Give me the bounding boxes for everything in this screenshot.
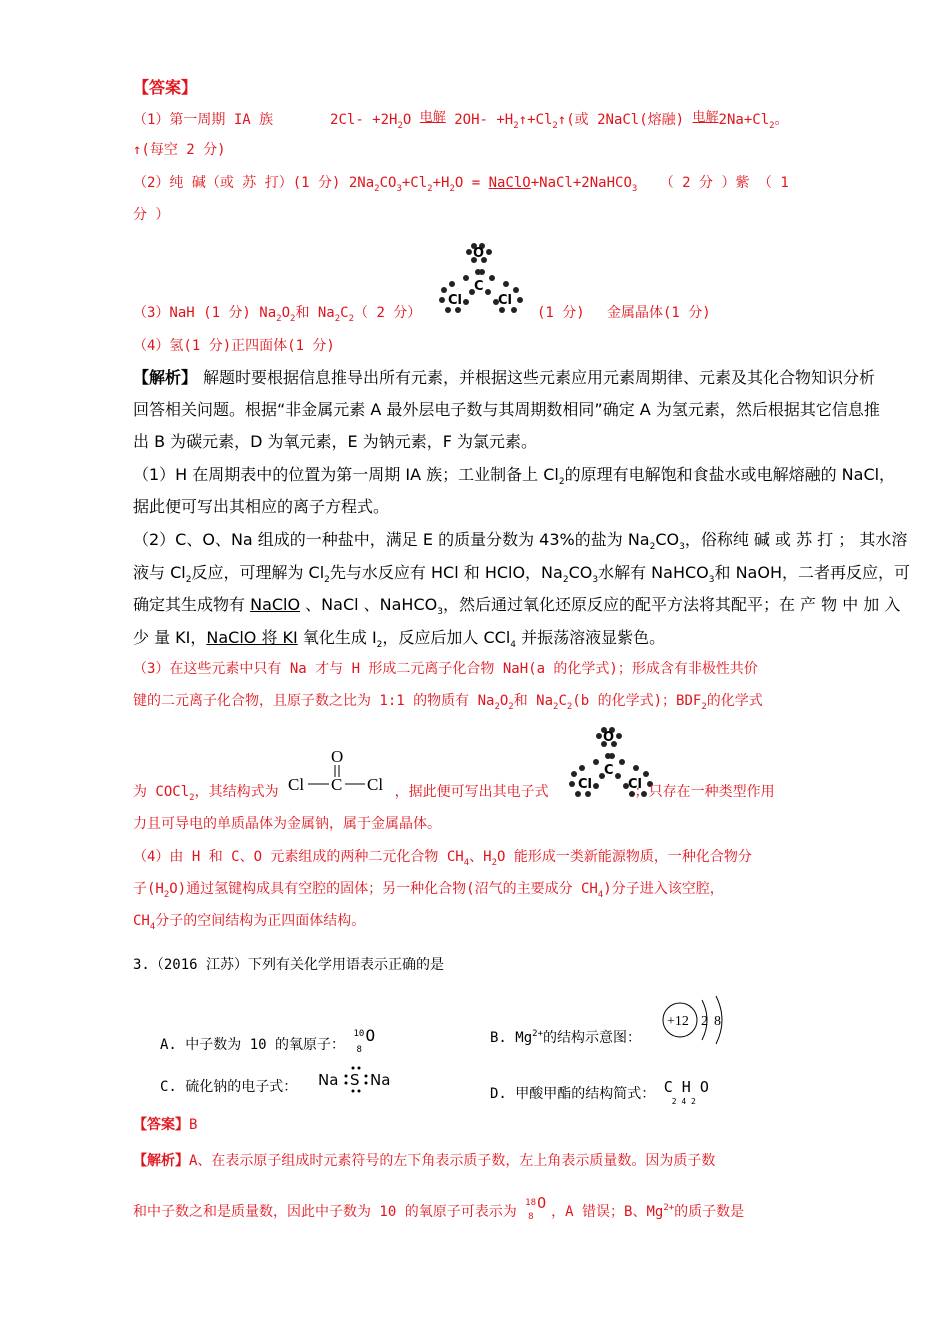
eq-1g: 。 [774, 112, 789, 128]
option-b [490, 1027, 641, 1049]
struct-cl-right: Cl [367, 775, 384, 794]
analysis-p4-l1: （3）在这些元素中只有 Na 才与 H 形成二元离子化合物 NaH(a 的化学式)；形成含有非极性共价 [133, 661, 758, 677]
analysis-p2-l1: （1）H 在周期表中的位置为第一周期 IA 族；工业制备上 $Cl_2$的原理有电解饱和食盐水或电解熔融的 NaCl， [133, 465, 896, 487]
electrolysis-label: 电解 [419, 110, 446, 125]
formula-letters: C H O [663, 1078, 709, 1096]
isotope-symbol: O [365, 1026, 376, 1045]
analysis-p5-l1: （4）由 H 和 C、O 元素组成的两种二元化合物 $CH_4$、$H_2O$ 能形成一类新能源物质，一种化合物分 [133, 849, 752, 868]
p5-g: CH [133, 913, 150, 929]
p4-g: 为 COCl [133, 784, 190, 800]
eq-1d: ↑+Cl [518, 112, 553, 128]
ans-3a: （3）NaH (1 分) Na [133, 305, 277, 321]
p3-i: 和 NaOH，二者再反应，可 [714, 563, 910, 582]
analysis-p3-l4: 少 量 KI，NaClO 将 KI 氧化生成 $I_2$，反应后加人 CCl$_4$ 并振荡溶液显紫色。 [133, 628, 666, 650]
eq-2g: +NaCl+2NaHCO [530, 175, 632, 191]
p3-g: CO [568, 563, 593, 582]
p4-f: 的化学式 [706, 693, 763, 709]
option-d-label: D. 甲酸甲酯的结构简式： [490, 1086, 656, 1102]
option-a-isotope [353, 1026, 387, 1055]
mg-charge-2: 2+ [663, 1203, 675, 1213]
eq-2h: （ 2 分 ）紫 （ 1 [659, 175, 789, 191]
answer-3-value: B [189, 1117, 198, 1133]
isotope-18o [525, 1194, 551, 1222]
p4-b: O [499, 693, 509, 709]
eq-1a: 2Cl- +2H [330, 112, 398, 128]
analysis-p4-l2: 键的二元离子化合物，且原子数之比为 1:1 的物质有 $Na_2O_2$和 $Na_2C_2(b$ 的化学式)；$BDF_2$的化学式 [133, 693, 763, 712]
ans-3c: 和 Na [295, 305, 335, 321]
p3-b: CO [655, 530, 680, 549]
analysis-p3-l3: 确定其生成物有 NaClO 、NaCl 、NaHCO$_3$，然后通过氧化还原反应的配平方法将其配平；在 产 物 中 加 入 [133, 595, 901, 617]
analysis-p4-l3: 为 COCl$_2$，其结构式为 ，据此便可写出其电子式 ；只存在一种类型作用 [133, 784, 775, 803]
analysis-p1-l3: 出 B 为碳元素，D 为氧元素，E 为钠元素，F 为氯元素。 [133, 432, 538, 451]
option-c-label: C. 硫化钠的电子式： [160, 1079, 298, 1095]
p4-h: ，其结构式为 [194, 784, 279, 800]
analysis-p3-l1: （2）C、O、Na 组成的一种盐中，满足 E 的质量分数为 43%的盐为 $Na_2CO_3$，俗称纯 碱 或 苏 打 ； 其水溶 [133, 530, 908, 552]
struct-c: C [331, 775, 343, 794]
electron-cl-right: Cl [498, 293, 512, 308]
answer-heading: 【答案】 [133, 78, 198, 97]
analysis-3-l1 [133, 1150, 715, 1172]
electron2-cl-right: Cl [628, 777, 642, 792]
methyl-formate-formula [663, 1076, 710, 1106]
mg-shell-1: 2 [701, 1014, 708, 1029]
electron-o: O [473, 246, 485, 261]
formula-subscripts: 2 4 2 [671, 1097, 696, 1106]
analysis-3-text-2: 和中子数之和是质量数，因此中子数为 10 的氧原子可表示为 [133, 1204, 517, 1220]
electron-cl-left: Cl [448, 293, 462, 308]
option-c [160, 1076, 297, 1098]
question-3-stem: 3.（2016 江苏）下列有关化学用语表示正确的是 [133, 957, 444, 973]
analysis-3-heading: 【解析】 [133, 1153, 189, 1169]
na2s-na-right: Na [370, 1071, 391, 1089]
isotope-mass: 10 [353, 1029, 365, 1039]
electron2-cl-left: Cl [578, 777, 592, 792]
analysis-p5-l2: 子$(H_2O)$通过氢键构成具有空腔的固体；另一种化合物(沼气的主要成分 $CH_4$)分子进入该空腔， [133, 881, 724, 900]
analysis-p2-l2: 据此便可写出其相应的离子方程式。 [133, 497, 390, 516]
answer-3-heading: 【答案】 [133, 1117, 189, 1133]
analysis-3-text-3: ，A 错误；B、Mg [551, 1204, 664, 1220]
p5-c: O 能形成一类新能源物质，一种化合物分 [497, 849, 752, 865]
option-b-label: B. Mg [490, 1030, 533, 1046]
analysis-p1-l1 [133, 367, 875, 389]
p4-c: 和 Na [513, 693, 554, 709]
eq-2b: CO [379, 175, 397, 191]
p3-q: ，反应后加人 CCl [382, 628, 511, 647]
electrolysis-label-2: 电解 [692, 110, 719, 125]
p4-j: ；只存在一种类型作用 [634, 784, 775, 800]
analysis-3-text-4: 的质子数是 [674, 1204, 745, 1220]
eq-2d: +H [432, 175, 450, 191]
ans-3b: O [281, 305, 291, 321]
answer-1-text: （1）第一周期 IA 族 [133, 112, 274, 128]
analysis-heading: 【解析】 [133, 368, 198, 387]
answer-line-4: 分 ） [133, 207, 170, 223]
cocl2-electron-formula-image [436, 238, 526, 320]
p2-b: 的原理有电解饱和食盐水或电解熔融的 NaCl， [564, 465, 896, 484]
ans-3d: C [340, 305, 349, 321]
p5-b: 、H [469, 849, 492, 865]
na2s-s: S [350, 1071, 360, 1089]
eq-2f: NaClO [488, 175, 531, 191]
isotope-18-symbol: O [537, 1194, 547, 1212]
p3-k: NaClO [250, 595, 301, 614]
answer-line-5-crystal: 金属晶体(1 分) [607, 305, 711, 321]
p5-e: O)通过氢键构成具有空腔的固体；另一种化合物(沼气的主要成分 CH [169, 881, 598, 897]
isotope-atomic: 8 [356, 1045, 362, 1055]
answer-line-5: （3）NaH (1 分) $Na_2O_2$和 $Na_2C_2$（ 2 分） [133, 305, 422, 324]
p3-o: NaClO 将 KI [206, 628, 298, 647]
struct-cl-left: Cl [288, 775, 305, 794]
p4-a: 键的二元离子化合物，且原子数之比为 1:1 的物质有 Na [133, 693, 495, 709]
analysis-p4-l4: 力且可导电的单质晶体为金属钠，属于金属晶体。 [133, 816, 441, 832]
isotope-18-atomic: 8 [528, 1212, 534, 1222]
p3-c: ，俗称纯 碱 或 苏 打 ； 其水溶 [684, 530, 908, 549]
p4-i: ，据此便可写出其电子式 [394, 784, 549, 800]
option-a-label: A. 中子数为 10 的氧原子： [160, 1037, 346, 1053]
analysis-p5-l3: $CH_4$分子的空间结构为正四面体结构。 [133, 913, 366, 932]
na2s-electron-formula [318, 1064, 398, 1094]
electron-c: C [474, 279, 484, 294]
eq-2a: （2）纯 碱（或 苏 打）(1 分) 2Na [133, 175, 375, 191]
eq-1f: 2Na+Cl [718, 112, 770, 128]
p5-h: 分子的空间结构为正四面体结构。 [155, 913, 366, 929]
analysis-p3-l2: 液与 $Cl_2$反应，可理解为 $Cl_2$先与水反应有 HCl 和 HClO，$Na_2CO_3$水解有 NaHCO$_3$和 NaOH，二者再反应，可 [133, 563, 910, 585]
p5-a: （4）由 H 和 C、O 元素组成的两种二元化合物 CH [133, 849, 464, 865]
p3-f: 先与水反应有 HCl 和 HClO，Na [329, 563, 563, 582]
p3-p: 氧化生成 I [297, 628, 377, 647]
answer-line-1: （1）第一周期 IA 族 $2Cl- +2H_2O$ 电解 $2OH- +H_2↑+Cl_2↑$(或 2NaCl(熔融) 电解$2Na+Cl_2$。 [133, 110, 789, 131]
p2-a: （1）H 在周期表中的位置为第一周期 IA 族；工业制备上 Cl [133, 465, 559, 484]
p5-d: 子(H [133, 881, 164, 897]
answer-line-2: ↑(每空 2 分) [133, 142, 226, 158]
mg-nucleus: +12 [667, 1014, 689, 1029]
struct-o: O [331, 747, 344, 766]
answer-3 [133, 1114, 197, 1136]
analysis-p1-l2: 回答相关问题。根据“非金属元素 A 最外层电子数与其周期数相同”确定 A 为氢元素，然后根据其它信息推 [133, 400, 880, 419]
eq-1e: ↑(或 2NaCl(熔融) [557, 112, 685, 128]
mg-charge: 2+ [532, 1029, 543, 1039]
option-d [490, 1076, 710, 1105]
analysis-text-1: 解题时要根据信息推导出所有元素，并根据这些元素应用元素周期律、元素及其化合物知识分析 [203, 368, 876, 387]
p3-n: 少 量 KI， [133, 628, 207, 647]
p4-d: C [558, 693, 567, 709]
answer-line-6: （4）氢(1 分)正四面体(1 分) [133, 338, 335, 354]
p3-a: （2）C、O、Na 组成的一种盐中，满足 E 的质量分数为 43%的盐为 Na [133, 530, 650, 549]
electron2-c: C [604, 763, 614, 778]
eq-2c: +Cl [401, 175, 428, 191]
answer-line-5-score: (1 分) [537, 305, 585, 321]
option-a [160, 1027, 387, 1056]
p3-d: 液与 Cl [133, 563, 186, 582]
p5-f: )分子进入该空腔， [603, 881, 724, 897]
ans-3e: （ 2 分） [354, 305, 422, 321]
answer-line-3: （2）纯 碱（或 苏 打）(1 分) $2Na_2CO_3+Cl_2+H_2O$ = NaClO+NaCl+2NaHCO$_3$ （ 2 分 ）紫 （ 1 [133, 175, 789, 194]
eq-1c: 2OH- +H [454, 112, 514, 128]
analysis-3-l2 [133, 1194, 744, 1223]
analysis-3-text-1: A、在表示原子组成时元素符号的左下角表示质子数，左上角表示质量数。因为质子数 [189, 1153, 716, 1169]
p3-m: ，然后通过氧化还原反应的配平方法将其配平；在 产 物 中 加 入 [442, 595, 901, 614]
electron2-o: O [603, 730, 615, 745]
p3-r: 并振荡溶液显紫色。 [516, 628, 666, 647]
p3-l: 、NaCl 、NaHCO [300, 595, 438, 614]
mg-shell-2: 8 [714, 1014, 721, 1029]
option-b-label-2: 的结构示意图： [543, 1030, 641, 1046]
isotope-18-mass: 18 [525, 1198, 536, 1208]
eq-2e: O = [454, 175, 489, 191]
na2s-na-left: Na [318, 1071, 339, 1089]
mg-ion-structure-diagram [660, 992, 736, 1048]
p4-e: (b 的化学式)；BDF [572, 693, 702, 709]
eq-1b: O [402, 112, 412, 128]
p3-j: 确定其生成物有 [133, 595, 251, 614]
p3-e: 反应，可理解为 Cl [191, 563, 325, 582]
p3-h: 水解有 NaHCO [598, 563, 709, 582]
